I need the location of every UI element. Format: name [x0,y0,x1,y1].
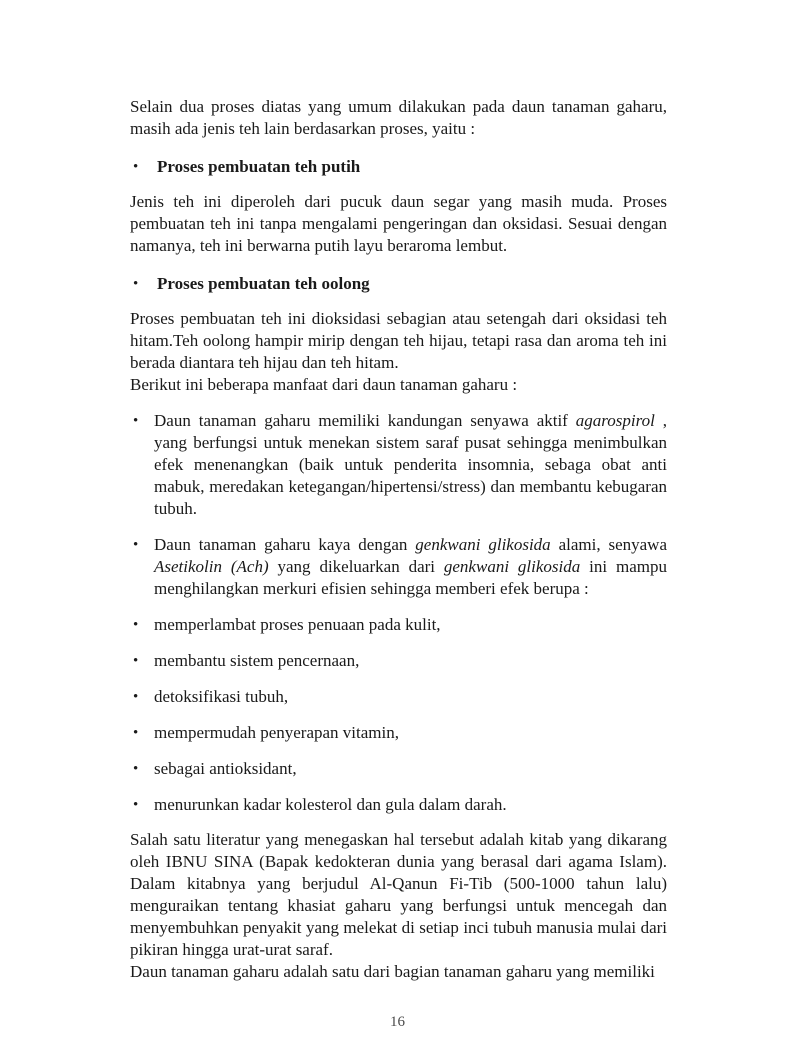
text-run: menurunkan kadar kolesterol dan gula dalam darah. [154,795,507,814]
text-run: Proses pembuatan teh ini dioksidasi sebagian atau setengah dari oksidasi teh hitam.Teh oolong hampir mirip dengan teh hijau, tetapi rasa dan aroma teh ini berada diantara teh hijau dan teh hitam. [130,309,667,372]
text-run: memperlambat proses penuaan pada kulit, [154,615,441,634]
bullet-icon: • [133,537,139,553]
bullet-item [130,410,667,520]
bullet-heading [130,156,667,178]
text-run: Salah satu literatur yang menegaskan hal tersebut adalah kitab yang dikarang oleh IBNU SINA (Bapak kedokteran dunia yang berasal dari agama Islam). Dalam kitabnya yang berjudul Al-Qanun Fi-Tib (500-1000 tahun lalu) menguraikan tentang khasiat gaharu yang berfungsi untuk mencegah dan menyembuhkan penyakit yang melekat di setiap inci tubuh manusia mulai dari pikiran hingga urat-urat saraf. [130,830,667,959]
bullet-icon: • [133,689,139,705]
text-run: Daun tanaman gaharu kaya dengan [154,535,416,554]
bullet-icon: • [133,761,139,777]
bullet-icon: • [133,725,139,741]
text-run: Selain dua proses diatas yang umum dilakukan pada daun tanaman gaharu, masih ada jenis teh lain berdasarkan proses, yaitu : [130,97,667,138]
paragraph [130,374,667,396]
text-run: sebagai antioksidant, [154,759,297,778]
text-run: ini mampu menghilangkan merkuri efisien sehingga memberi efek berupa : [154,557,667,598]
paragraph [130,961,667,983]
text-run: agarospirol [575,411,663,430]
bullet-icon: • [133,276,139,292]
bullet-heading [130,273,667,295]
bullet-item [130,686,667,708]
paragraph [130,829,667,961]
bullet-icon: • [133,159,139,175]
page-number: 16 [390,1014,405,1030]
bullet-item [130,794,667,816]
bullet-item [130,722,667,744]
bullet-item [130,614,667,636]
bullet-icon: • [133,617,139,633]
paragraph [130,96,667,140]
text-run: yang dikeluarkan dari [268,557,444,576]
text-run: Jenis teh ini diperoleh dari pucuk daun segar yang masih muda. Proses pembuatan teh ini tanpa mengalami pengeringan dan oksidasi. Sesuai dengan namanya, teh ini berwarna putih layu beraroma lembut. [130,192,667,255]
paragraph [130,191,667,257]
text-run: genkwani glikosida [415,535,551,554]
text-run: Daun tanaman gaharu memiliki kandungan senyawa aktif [154,411,576,430]
text-run: Daun tanaman gaharu adalah satu dari bagian tanaman gaharu yang memiliki [130,962,655,981]
text-run: Proses pembuatan teh oolong [157,274,370,293]
text-run: membantu sistem pencernaan, [154,651,360,670]
bullet-item [130,650,667,672]
text-run: mempermudah penyerapan vitamin, [154,723,399,742]
bullet-icon: • [133,653,139,669]
bullet-icon: • [133,413,139,429]
paragraph [130,308,667,374]
text-run: alami, senyawa [550,535,667,554]
text-run: Asetikolin (Ach) [154,557,269,576]
text-run: Berikut ini beberapa manfaat dari daun tanaman gaharu : [130,375,518,394]
text-run: , yang berfungsi untuk menekan sistem saraf pusat sehingga menimbulkan efek menenangkan (baik untuk penderita insomnia, sebaga obat anti mabuk, meredakan ketegangan/hipertensi/stress) dan membantu kebugaran tubuh. [154,411,667,518]
page-content [130,96,667,983]
bullet-item [130,534,667,600]
bullet-item [130,758,667,780]
text-run: Proses pembuatan teh putih [157,157,361,176]
bullet-icon: • [133,797,139,813]
text-run: genkwani glikosida [443,557,581,576]
text-run: detoksifikasi tubuh, [154,687,289,706]
